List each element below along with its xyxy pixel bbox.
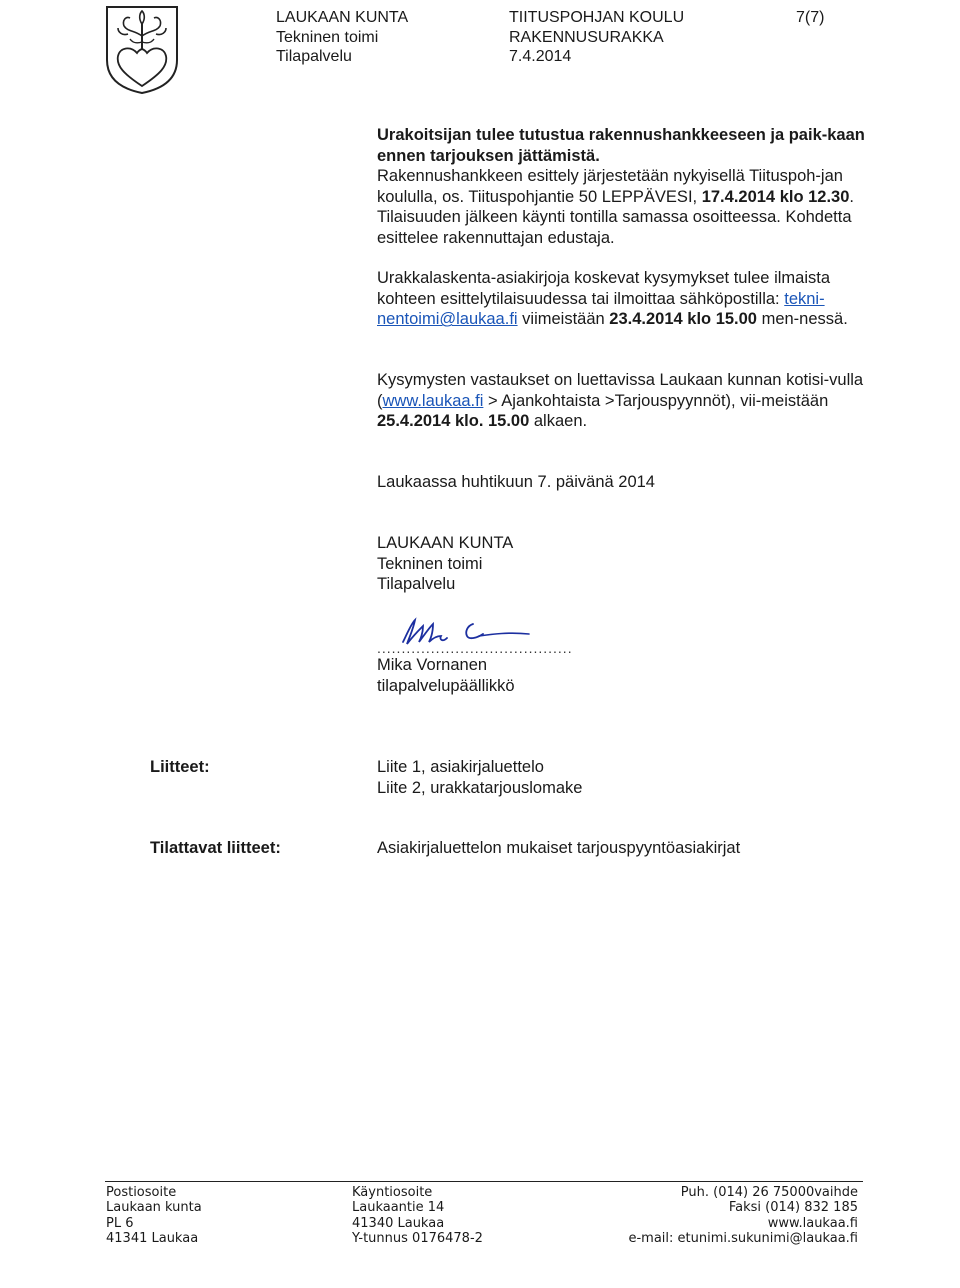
header-department: Tekninen toimi	[276, 28, 379, 46]
header-project-name: TIITUSPOHJAN KOULU	[509, 9, 685, 26]
signatory	[377, 655, 877, 696]
attachment-item: Liite 1, asiakirjaluettelo	[377, 758, 544, 776]
answers-text-a: Kysymysten vastaukset on luettavissa Laukaan kunnan kotisi-vulla (	[377, 371, 864, 410]
orderable-attachments-label: Tilattavat liitteet:	[150, 839, 281, 857]
municipal-coat-of-arms-logo	[104, 4, 180, 96]
attachment-item: Liite 2, urakkatarjouslomake	[377, 778, 583, 797]
footer-postal-heading: Postiosoite	[106, 1185, 177, 1200]
signature-line: ........................................	[377, 640, 573, 656]
answers-text-c: alkaen.	[529, 412, 588, 431]
header-org-name: LAUKAAN KUNTA	[276, 9, 409, 26]
footer-email: e-mail: etunimi.sukunimi@laukaa.fi	[628, 1231, 858, 1247]
footer-fax: Faksi (014) 832 185	[728, 1200, 858, 1216]
attachments-label: Liitteet:	[150, 758, 210, 776]
attachments-list	[377, 757, 877, 798]
header-project	[509, 8, 684, 67]
place-and-date: Laukaassa huhtikuun 7. päivänä 2014	[377, 473, 655, 491]
answers-date: 25.4.2014 klo. 15.00	[377, 412, 530, 431]
footer-postal-line: 41341 Laukaa	[106, 1231, 199, 1247]
header-contract-type: RAKENNUSURAKKA	[509, 28, 664, 46]
footer-postal-line: Laukaan kunta	[106, 1200, 202, 1216]
header-organization	[276, 8, 408, 67]
site-visit-text-b: . Tilaisuuden jälkeen käynti tontilla samassa osoitteessa. Kohdetta esittelee rakennuttajan edustaja.	[377, 187, 854, 247]
signatory-title: tilapalvelupäällikkö	[377, 676, 515, 695]
paragraph-questions	[377, 268, 877, 330]
questions-text-a: Urakkalaskenta-asiakirjoja koskevat kysymykset tulee ilmaista kohteen esittelytilaisuudessa tai ilmoittaa sähköpostilla:	[377, 269, 830, 308]
footer-divider	[105, 1181, 863, 1182]
orderable-attachments-text: Asiakirjaluettelon mukaiset tarjouspyyntöasiakirjat	[377, 839, 741, 857]
signature-unit: Tilapalvelu	[377, 575, 456, 594]
footer-contact	[628, 1185, 858, 1247]
signature-department: Tekninen toimi	[377, 554, 483, 573]
site-visit-notice: Urakoitsijan tulee tutustua rakennushankkeeseen ja paik-kaan ennen tarjouksen jättämistä.	[377, 126, 865, 165]
page-number: 7(7)	[796, 9, 825, 26]
questions-text-b: viimeistään	[517, 310, 610, 329]
signatory-name: Mika Vornanen	[377, 656, 488, 674]
footer-postal-line: PL 6	[106, 1215, 134, 1231]
footer-phone: Puh. (014) 26 75000vaihde	[680, 1185, 858, 1200]
website-link[interactable]: www.laukaa.fi	[382, 391, 484, 410]
paragraph-answers	[377, 370, 877, 432]
footer-visiting-address	[352, 1185, 483, 1247]
answers-text-b: > Ajankohtaista >Tarjouspyynnöt), vii-meistään	[483, 391, 829, 410]
footer-visiting-line: 41340 Laukaa	[352, 1215, 445, 1231]
footer-postal-address	[106, 1185, 202, 1247]
footer-website: www.laukaa.fi	[767, 1215, 858, 1231]
site-visit-datetime: 17.4.2014 klo 12.30	[701, 187, 850, 206]
header-document-date: 7.4.2014	[509, 48, 572, 65]
email-link[interactable]: tekni-nentoimi@laukaa.fi	[377, 289, 825, 329]
paragraph-site-visit	[377, 125, 877, 249]
questions-text-c: men-nessä.	[756, 310, 848, 329]
header-unit: Tilapalvelu	[276, 48, 352, 65]
site-visit-text-a: Rakennushankkeen esittely järjestetään nykyisellä Tiituspoh-jan koululla, os. Tiituspohjantie 50 LEPPÄVESI,	[377, 167, 843, 206]
signature-org-name: LAUKAAN KUNTA	[377, 534, 514, 552]
questions-deadline: 23.4.2014 klo 15.00	[609, 310, 757, 329]
signature-organization	[377, 533, 877, 595]
footer-visiting-line: Laukaantie 14	[352, 1200, 445, 1216]
footer-business-id: Y-tunnus 0176478-2	[352, 1231, 483, 1247]
footer-visiting-heading: Käyntiosoite	[352, 1185, 433, 1200]
